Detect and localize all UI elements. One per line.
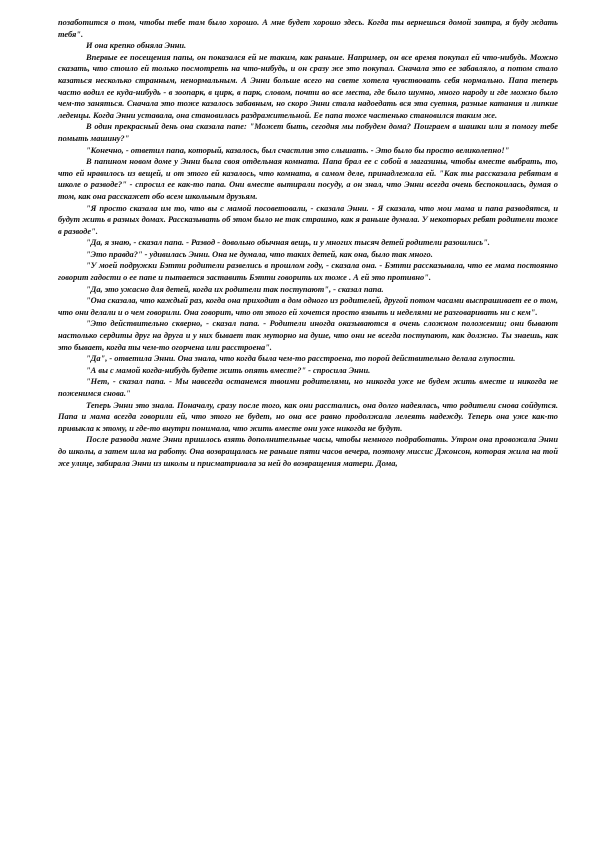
paragraph: В один прекрасный день она сказала папе: "Может быть, сегодня мы побудем дома? Поиграем в шашки или я помогу тебе помыть машину?" bbox=[58, 122, 558, 143]
paragraph: "А вы с мамой когда-нибудь будете жить опять вместе?" - спросила Энни. bbox=[86, 365, 371, 375]
paragraph: "Конечно, - ответил папа, который, казалось, был счастлив это слышать. - Это было бы просто великолепно!" bbox=[86, 145, 510, 155]
document-page bbox=[58, 17, 558, 469]
paragraph: "Я просто сказала им то, что вы с мамой посоветовали, - сказала Энни. - Я сказала, что мои мама и папа разводятся, и будут жить в разных домах. Рассказывать об этом было не так страшно, как я раньше думала. У некоторых ребят родители тоже в разводе". bbox=[58, 203, 558, 236]
paragraph: И она крепко обняла Энни. bbox=[86, 41, 187, 51]
paragraph: "Да", - ответила Энни. Она знала, что когда была чем-то расстроена, то порой действительно делала глупости. bbox=[86, 354, 516, 364]
paragraph: "Это действительно скверно, - сказал папа. - Родители иногда оказываются в очень сложном положении; они бывают настолько сердиты друг на друга и у них бывает так муторно на душе, что они не всегда поступают, как должно. Ты знаешь, как это бывает, когда ты чем-то огорчена или расстроена". bbox=[58, 319, 558, 352]
paragraph: Теперь Энни это знала. Поначалу, сразу после того, как они расстались, она долго надеялась, что родители снова сойдутся. Папа и мама всегда говорили ей, что этого не будет, но она все равно продолжала лелеять надежду. Теперь она уже как-то привыкла к этому, и где-то внутри понимала, что жить вместе они уже никогда не будут. bbox=[58, 400, 558, 433]
paragraph: "Она сказала, что каждый раз, когда она приходит в дом одного из родителей, другой потом часами выспрашивает ее о том, что они делали и о чем говорили. Она говорит, что от этого ей хочется просто взвыть и неделями не разговаривать ни с кем". bbox=[58, 296, 558, 317]
paragraph: После развода маме Энни пришлось взять дополнительные часы, чтобы немного подработать. Утром она провожала Энни до школы, а затем шла на работу. Она возвращалась не раньше пяти часов вечера, поэтому миссис Джонсон, которая жила на той же улице, забирала Энни из школы и присматривала за ней до возвращения матери. Дома, bbox=[58, 435, 558, 468]
paragraph: Впервые ее посещения папы, он показался ей не таким, как раньше. Например, он все время покупал ей что-нибудь. Можно сказать, что стоило ей только посмотреть на что-нибудь, и он сразу же это покупал. Сначала это ее забавляло, а потом стало казаться несколько странным, ненормальным. А Энни больше всего на свете хотела чувствовать себя нормально. Папа теперь часто водил ее куда-нибудь - в зоопарк, в цирк, в парк, словом, почти во все места, где было шумно, много народу и где можно было чем-то заняться. Сначала это тоже казалось забавным, но скоро Энни стала надоедать вся эта суетня, разные катания и липкие леденцы. Когда Энни уставала, она становилась раздражительной. Ее папа тоже частенько становился таким же. bbox=[58, 52, 558, 120]
paragraph: "Это правда?" - удивилась Энни. Она не думала, что таких детей, как она, было так много. bbox=[86, 249, 433, 259]
paragraph: "У моей подружки Бэтти родители развелись в прошлом году, - сказала она. - Бэтти рассказывала, что ее мама постоянно говорит гадости о ее папе и пытается заставить Бэтти говорить их тоже . А ей это противно". bbox=[58, 261, 558, 283]
paragraph: "Нет, - сказал папа. - Мы навсегда останемся твоими родителями, но никогда уже не будем жить вместе и никогда не поженимся снова." bbox=[58, 377, 558, 398]
paragraph: позаботится о том, чтобы тебе там было хорошо. А мне будет хорошо здесь. Когда ты вернешься домой завтра, я буду ждать тебя". bbox=[58, 18, 558, 39]
paragraph: В папином новом доме у Энни была своя отдельная комната. Папа брал ее с собой в магазины, чтобы вместе выбрать, то, что ей нравилось из вещей, и от этого ей казалось, что комната, в самом деле, принадлежала ей. "Как ты рассказала ребятам в школе о разводе?" - спросил ее как-то папа. Они вместе вытирали посуду, а он знал, что Энни всегда очень беспокоилась, думая о том, как она расскажет обо всем школьным друзьям. bbox=[58, 157, 558, 201]
paragraph: "Да, это ужасно для детей, когда их родители так поступают", - сказал папа. bbox=[86, 284, 384, 294]
paragraph: "Да, я знаю, - сказал папа. - Развод - довольно обычная вещь, и у многих тысяч детей родители разошлись". bbox=[86, 238, 490, 248]
